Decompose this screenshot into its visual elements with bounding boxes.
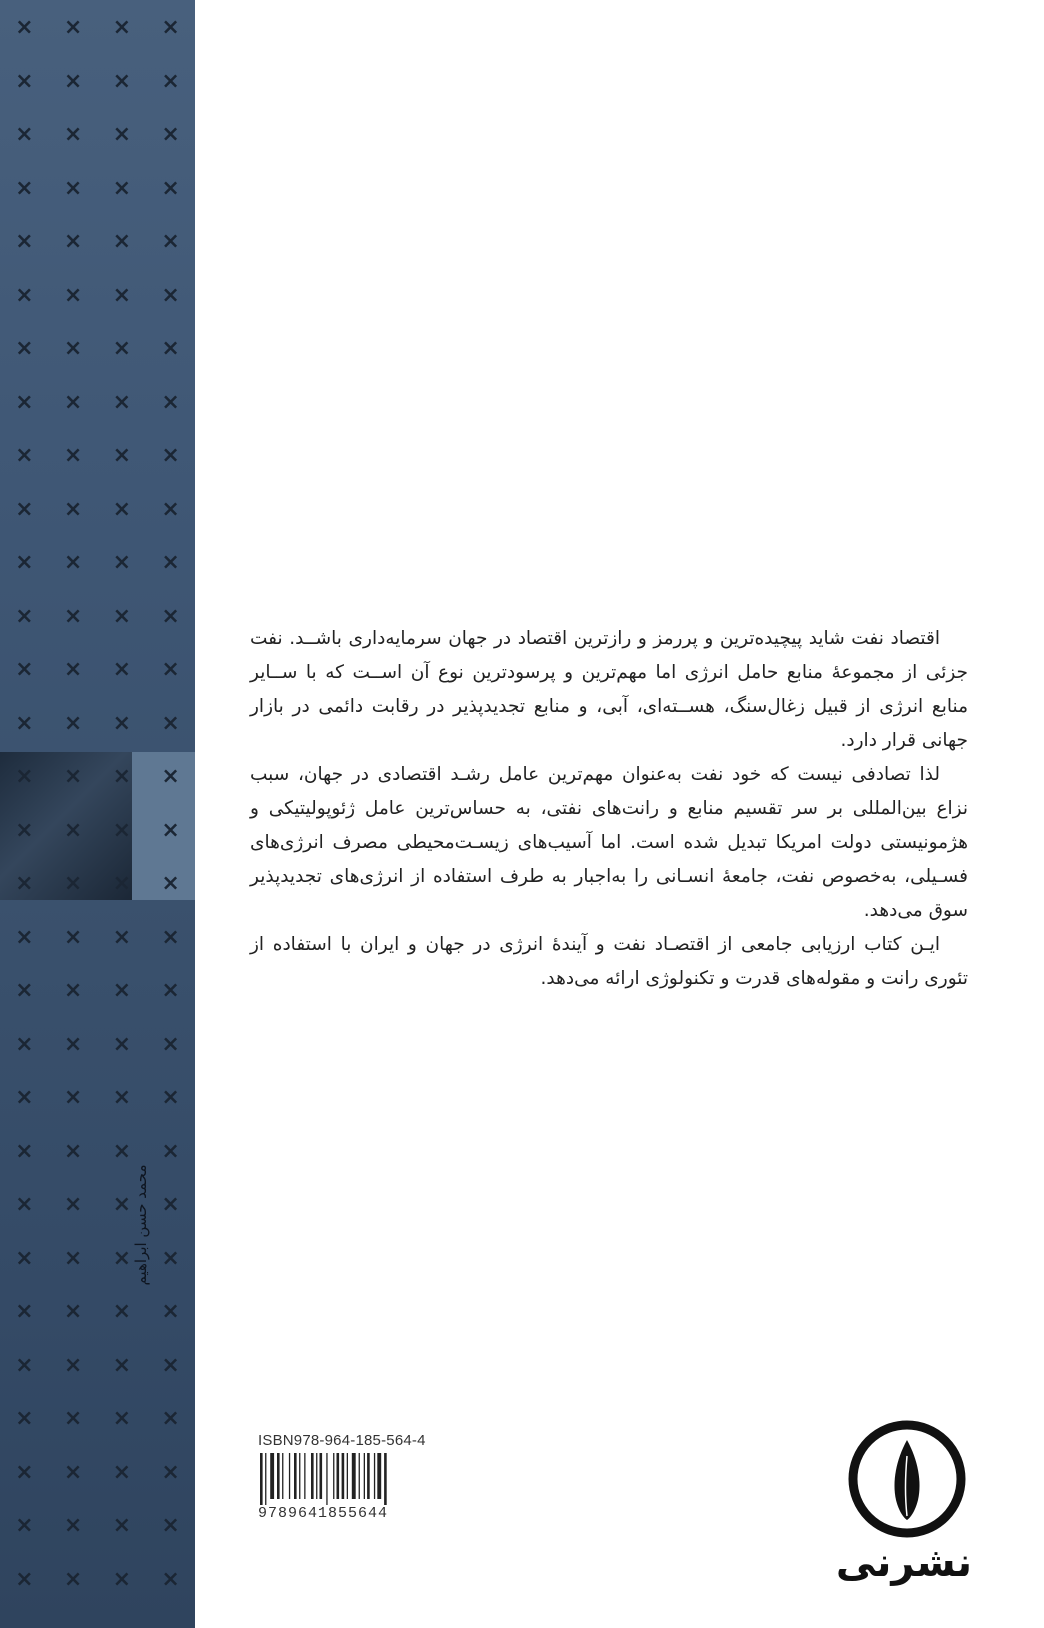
- barcode-bar: [364, 1453, 365, 1499]
- x-mark-icon: ×: [63, 497, 83, 522]
- x-mark-icon: ×: [63, 711, 83, 736]
- x-mark-icon: ×: [112, 657, 132, 682]
- x-pattern-row: [0, 1246, 195, 1271]
- barcode-bar: [347, 1453, 348, 1499]
- x-mark-icon: ×: [63, 978, 83, 1003]
- barcode-bar: [277, 1453, 280, 1499]
- x-pattern-row: [0, 978, 195, 1003]
- x-pattern-row: [0, 657, 195, 682]
- x-mark-icon: ×: [161, 1353, 180, 1378]
- x-mark-icon: ×: [112, 1085, 132, 1110]
- isbn-barcode-block: [258, 1432, 438, 1522]
- barcode-bar: [384, 1453, 387, 1505]
- x-mark-icon: ×: [63, 1353, 83, 1378]
- x-mark-icon: ×: [63, 229, 83, 254]
- barcode-bar: [260, 1453, 263, 1505]
- x-mark-icon: ×: [15, 1406, 34, 1431]
- x-pattern-row: [0, 604, 195, 629]
- x-mark-icon: ×: [161, 711, 180, 736]
- barcode-bar: [333, 1453, 334, 1499]
- x-mark-icon: ×: [63, 122, 83, 147]
- signature-text: محمد حسن ابراهیم: [132, 1164, 150, 1286]
- x-pattern-row: [0, 1299, 195, 1324]
- x-mark-icon: ×: [112, 390, 132, 415]
- x-mark-icon: ×: [112, 497, 132, 522]
- barcode-bar: [359, 1453, 360, 1499]
- x-mark-icon: ×: [15, 1460, 34, 1485]
- x-mark-icon: ×: [15, 336, 34, 361]
- x-mark-icon: ×: [161, 15, 180, 40]
- x-mark-icon: ×: [112, 443, 132, 468]
- x-mark-icon: ×: [161, 550, 180, 575]
- x-pattern-row: [0, 1085, 195, 1110]
- x-pattern-row: [0, 1192, 195, 1217]
- blurb-paragraph-3: ایـن کتاب ارزیابی جامعی از اقتصـاد نفت و آیندهٔ انرژی در جهان و ایران با استفاده از تئوری رانت و مقوله‌های قدرت و تکنولوژی ارائه می‌دهد.: [250, 934, 968, 989]
- x-mark-icon: ×: [112, 1513, 132, 1538]
- x-pattern-row: [0, 1353, 195, 1378]
- nashr-ney-leaf-icon: [844, 1416, 970, 1542]
- x-pattern-row: [0, 336, 195, 361]
- x-mark-icon: ×: [161, 1192, 180, 1217]
- x-mark-icon: ×: [112, 925, 132, 950]
- x-mark-icon: ×: [161, 497, 180, 522]
- barcode-bar: [320, 1453, 323, 1499]
- x-mark-icon: ×: [112, 1192, 132, 1217]
- x-mark-icon: ×: [15, 1567, 34, 1592]
- barcode-bar: [316, 1453, 317, 1499]
- x-mark-icon: ×: [112, 176, 132, 201]
- x-mark-icon: ×: [112, 1353, 132, 1378]
- barcode-bar: [304, 1453, 305, 1499]
- x-mark-icon: ×: [112, 1460, 132, 1485]
- x-mark-icon: ×: [15, 122, 34, 147]
- barcode-bar: [311, 1453, 314, 1499]
- x-mark-icon: ×: [15, 1139, 34, 1164]
- barcode-bar: [374, 1453, 375, 1499]
- x-pattern-row: [0, 1567, 195, 1592]
- x-mark-icon: ×: [63, 604, 83, 629]
- x-mark-icon: ×: [161, 176, 180, 201]
- barcode-bar: [377, 1453, 381, 1499]
- x-mark-icon: ×: [112, 818, 132, 843]
- x-mark-icon: ×: [15, 229, 34, 254]
- x-mark-icon: ×: [112, 711, 132, 736]
- x-mark-icon: ×: [15, 1246, 34, 1271]
- x-mark-icon: ×: [63, 1139, 83, 1164]
- publisher-logo: [835, 1416, 972, 1596]
- x-mark-icon: ×: [63, 550, 83, 575]
- x-mark-icon: ×: [161, 978, 180, 1003]
- x-mark-icon: ×: [112, 1406, 132, 1431]
- x-pattern-row: [0, 283, 195, 308]
- x-mark-icon: ×: [63, 1299, 83, 1324]
- x-mark-icon: ×: [112, 550, 132, 575]
- x-mark-icon: ×: [63, 764, 83, 789]
- x-mark-icon: ×: [112, 978, 132, 1003]
- x-mark-icon: ×: [112, 122, 132, 147]
- x-pattern-row: [0, 176, 195, 201]
- x-mark-icon: ×: [63, 1192, 83, 1217]
- barcode-number: 9789641855644: [258, 1505, 389, 1522]
- x-mark-icon: ×: [63, 1085, 83, 1110]
- x-mark-icon: ×: [15, 1299, 34, 1324]
- x-mark-icon: ×: [63, 1460, 83, 1485]
- barcode-bar: [352, 1453, 356, 1499]
- barcode-bar: [289, 1453, 290, 1499]
- x-pattern-row: [0, 229, 195, 254]
- x-mark-icon: ×: [63, 1032, 83, 1057]
- x-mark-icon: ×: [161, 1460, 180, 1485]
- x-mark-icon: ×: [15, 1353, 34, 1378]
- x-mark-icon: ×: [15, 15, 34, 40]
- x-mark-icon: ×: [63, 15, 83, 40]
- barcode-bar: [282, 1453, 283, 1499]
- x-mark-icon: ×: [112, 229, 132, 254]
- x-mark-icon: ×: [15, 1085, 34, 1110]
- x-mark-icon: ×: [63, 336, 83, 361]
- x-mark-icon: ×: [112, 69, 132, 94]
- x-mark-icon: ×: [161, 1032, 180, 1057]
- x-mark-icon: ×: [161, 229, 180, 254]
- x-mark-icon: ×: [63, 1513, 83, 1538]
- x-mark-icon: ×: [15, 497, 34, 522]
- x-mark-icon: ×: [161, 1406, 180, 1431]
- x-mark-icon: ×: [161, 443, 180, 468]
- x-mark-icon: ×: [161, 122, 180, 147]
- x-mark-icon: ×: [161, 336, 180, 361]
- x-mark-icon: ×: [15, 550, 34, 575]
- x-mark-icon: ×: [161, 604, 180, 629]
- x-mark-icon: ×: [161, 657, 180, 682]
- x-pattern-row: [0, 1460, 195, 1485]
- x-mark-icon: ×: [161, 1299, 180, 1324]
- publisher-name: نشرنی: [835, 1540, 972, 1586]
- x-pattern-row: [0, 871, 195, 896]
- x-mark-icon: ×: [63, 925, 83, 950]
- barcode-bar: [326, 1453, 327, 1505]
- x-pattern-row: [0, 15, 195, 40]
- x-mark-icon: ×: [15, 176, 34, 201]
- x-mark-icon: ×: [63, 1406, 83, 1431]
- x-mark-icon: ×: [112, 1139, 132, 1164]
- x-mark-icon: ×: [15, 871, 34, 896]
- x-mark-icon: ×: [161, 1085, 180, 1110]
- barcode-bar: [367, 1453, 370, 1499]
- blurb-paragraph-1: اقتصاد نفت شاید پیچیده‌ترین و پررمز و رازترین اقتصاد در جهان سرمایه‌داری باشــد. نفت جزئی از مجموعهٔ منابع حامل انرژی اما مهم‌ترین و پرسودترین نوع آن اســت که با ســایر منابع انرژی از قبیل زغال‌سنگ، هســته‌ای، آبی، و منابع تجدیدپذیر در رقابت دائمی در بازار جهانی قرار دارد.: [250, 628, 968, 751]
- x-pattern-row: [0, 390, 195, 415]
- x-mark-icon: ×: [15, 978, 34, 1003]
- x-mark-icon: ×: [63, 69, 83, 94]
- x-mark-icon: ×: [63, 283, 83, 308]
- x-mark-icon: ×: [161, 925, 180, 950]
- x-mark-icon: ×: [161, 764, 180, 789]
- x-mark-icon: ×: [63, 443, 83, 468]
- x-mark-icon: ×: [63, 1246, 83, 1271]
- x-mark-icon: ×: [161, 1513, 180, 1538]
- x-mark-icon: ×: [112, 1567, 132, 1592]
- x-mark-icon: ×: [15, 69, 34, 94]
- isbn-label: ISBN978-964-185-564-4: [258, 1432, 426, 1449]
- x-mark-icon: ×: [112, 871, 132, 896]
- x-mark-icon: ×: [15, 711, 34, 736]
- x-pattern-row: [0, 550, 195, 575]
- x-mark-icon: ×: [63, 657, 83, 682]
- x-mark-icon: ×: [15, 1513, 34, 1538]
- x-mark-icon: ×: [112, 336, 132, 361]
- x-pattern-row: [0, 1513, 195, 1538]
- x-mark-icon: ×: [112, 1246, 132, 1271]
- x-mark-icon: ×: [112, 1299, 132, 1324]
- x-mark-icon: ×: [112, 15, 132, 40]
- x-pattern-row: [0, 122, 195, 147]
- x-mark-icon: ×: [15, 604, 34, 629]
- x-mark-icon: ×: [15, 1192, 34, 1217]
- barcode-bar: [299, 1453, 300, 1499]
- x-pattern-row: [0, 1139, 195, 1164]
- x-mark-icon: ×: [161, 390, 180, 415]
- barcode-bar: [342, 1453, 345, 1499]
- x-mark-icon: ×: [112, 1032, 132, 1057]
- barcode-bar: [265, 1453, 266, 1505]
- x-mark-icon: ×: [161, 1246, 180, 1271]
- cover-spine-panel: [0, 0, 195, 1628]
- x-pattern-row: [0, 925, 195, 950]
- x-mark-icon: ×: [15, 1032, 34, 1057]
- x-mark-icon: ×: [161, 1567, 180, 1592]
- x-pattern-row: [0, 711, 195, 736]
- x-mark-icon: ×: [63, 871, 83, 896]
- blurb-paragraph-2: لذا تصادفی نیست که خود نفت به‌عنوان مهم‌ترین عامل رشـد اقتصادی در جهان، سبب نزاع بین‌المللی بر سر تقسیم منابع و رانت‌های نفتی، به حساس‌ترین عامل ژئوپولیتیکی و هژمونیستی دولت امریکا تبدیل شده است. اما آسیب‌های زیسـت‌محیطی مصرف انرژی‌های فسـیلی، به‌خصوص نفت، جامعهٔ انسـانی را به‌اجبار به طرف استفاده از انرژی‌های تجدیدپذیر سوق می‌دهد.: [250, 764, 968, 921]
- x-pattern-row: [0, 1406, 195, 1431]
- x-mark-icon: ×: [161, 283, 180, 308]
- x-pattern-row: [0, 69, 195, 94]
- x-mark-icon: ×: [63, 1567, 83, 1592]
- x-pattern-row: [0, 1032, 195, 1057]
- barcode-bar: [270, 1453, 274, 1499]
- x-mark-icon: ×: [63, 390, 83, 415]
- x-mark-icon: ×: [112, 604, 132, 629]
- x-mark-icon: ×: [161, 69, 180, 94]
- x-mark-icon: ×: [161, 1139, 180, 1164]
- x-mark-icon: ×: [15, 925, 34, 950]
- back-cover-blurb: [250, 622, 968, 996]
- x-mark-icon: ×: [63, 176, 83, 201]
- barcode-bar: [337, 1453, 340, 1499]
- x-pattern-row: [0, 497, 195, 522]
- x-mark-icon: ×: [63, 818, 83, 843]
- x-mark-icon: ×: [161, 818, 180, 843]
- x-mark-icon: ×: [15, 283, 34, 308]
- x-mark-icon: ×: [15, 764, 34, 789]
- x-mark-icon: ×: [112, 764, 132, 789]
- barcode-bar: [294, 1453, 297, 1499]
- x-mark-icon: ×: [112, 283, 132, 308]
- x-pattern-row: [0, 443, 195, 468]
- x-pattern-row: [0, 818, 195, 843]
- x-mark-icon: ×: [15, 443, 34, 468]
- x-pattern-row: [0, 764, 195, 789]
- x-mark-icon: ×: [15, 657, 34, 682]
- x-mark-icon: ×: [161, 871, 180, 896]
- barcode-icon: [258, 1453, 423, 1505]
- author-signature: [120, 1150, 160, 1300]
- x-mark-icon: ×: [15, 818, 34, 843]
- x-mark-icon: ×: [15, 390, 34, 415]
